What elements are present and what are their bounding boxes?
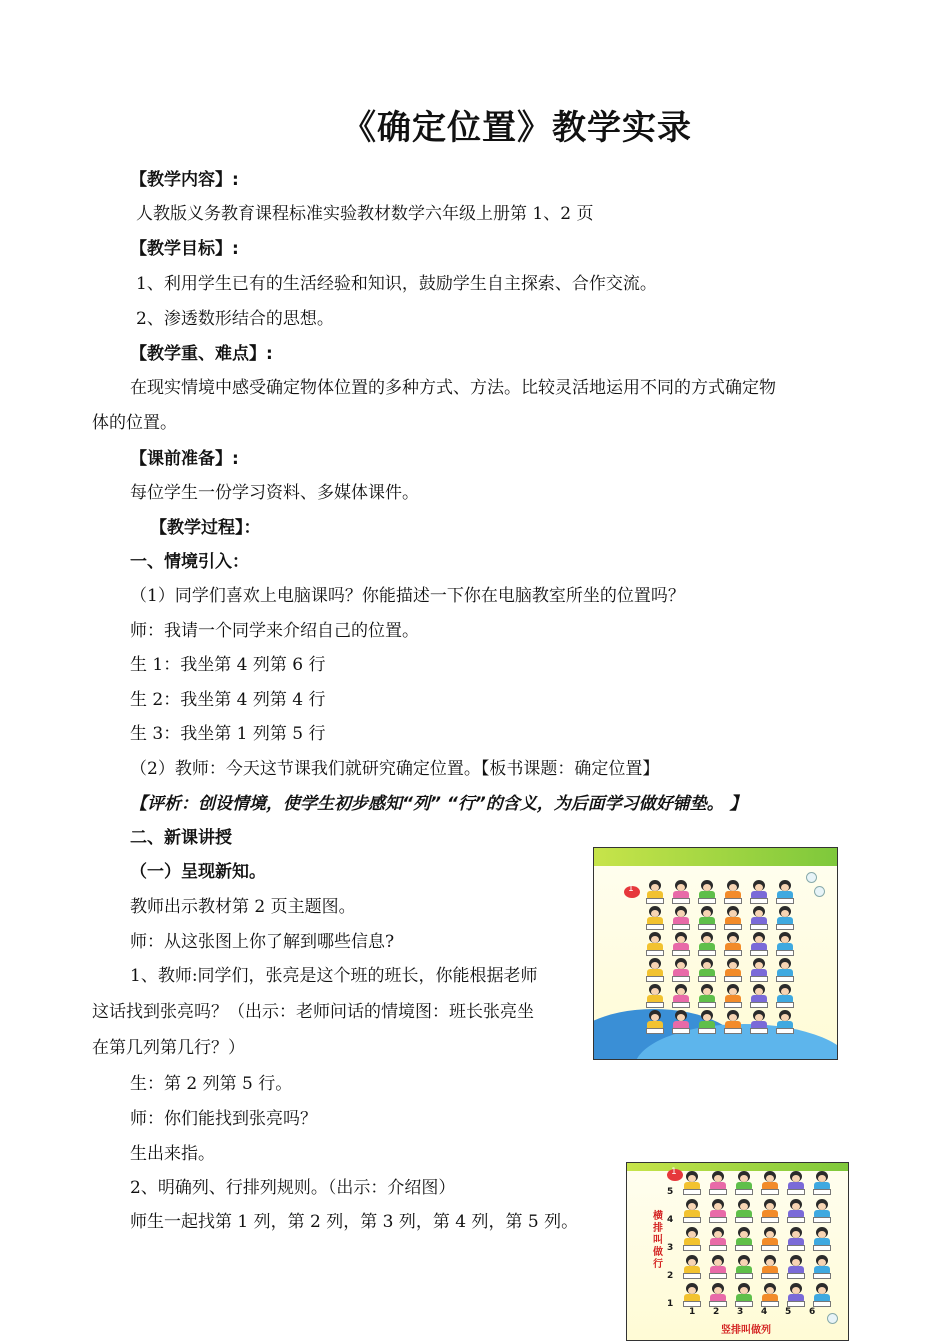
student-figure	[813, 1171, 831, 1195]
student-figure	[672, 880, 690, 904]
section-1-line-6: （2）教师：今天这节课我们就研究确定位置。【板书课题：确定位置】	[130, 759, 660, 779]
student-figure	[735, 1171, 753, 1195]
student-figure	[698, 906, 716, 930]
column-number-label: 5	[785, 1307, 792, 1317]
section-2-line-7: 师：你们能找到张亮吗？	[130, 1109, 317, 1129]
key-heading: 【教学重、难点】:	[130, 344, 273, 364]
student-figure	[646, 1010, 664, 1034]
student-figure	[813, 1199, 831, 1223]
student-figure	[813, 1227, 831, 1251]
student-figure	[787, 1171, 805, 1195]
section-1-line-3: 生 1：我坐第 4 列第 6 行	[130, 655, 326, 675]
student-figure	[683, 1227, 701, 1251]
student-figure	[709, 1199, 727, 1223]
student-figure	[724, 906, 742, 930]
student-figure	[776, 1010, 794, 1034]
row-column-intro-figure	[626, 1162, 849, 1341]
student-figure	[787, 1199, 805, 1223]
student-figure	[735, 1227, 753, 1251]
bubble-icon	[806, 872, 817, 883]
student-figure	[787, 1283, 805, 1307]
column-number-label: 2	[713, 1307, 720, 1317]
goals-heading: 【教学目标】:	[130, 239, 239, 259]
section-1-comment: 【评析：创设情境，使学生初步感知“列” “行”的含义，为后面学习做好铺垫。 】	[130, 794, 747, 814]
student-figure	[698, 984, 716, 1008]
student-figure	[724, 984, 742, 1008]
row-number-label: 4	[667, 1215, 674, 1225]
student-figure	[735, 1255, 753, 1279]
student-figure	[776, 906, 794, 930]
student-figure	[761, 1171, 779, 1195]
fish-badge-icon	[667, 1169, 683, 1181]
student-figure	[683, 1255, 701, 1279]
student-figure	[698, 1010, 716, 1034]
student-figure	[672, 906, 690, 930]
student-figure	[646, 932, 664, 956]
student-figure	[761, 1283, 779, 1307]
column-number-label: 6	[809, 1307, 816, 1317]
student-figure	[813, 1283, 831, 1307]
column-number-label: 4	[761, 1307, 768, 1317]
row-number-label: 3	[667, 1243, 674, 1253]
student-figure	[724, 932, 742, 956]
bubble-icon	[814, 886, 825, 897]
goal-2: 2、渗透数形结合的思想。	[136, 309, 334, 329]
section-2-line-2: 师：从这张图上你了解到哪些信息?	[130, 932, 395, 952]
classroom-theme-figure	[593, 847, 838, 1060]
student-figure	[646, 880, 664, 904]
student-figure	[709, 1171, 727, 1195]
student-figure	[761, 1199, 779, 1223]
section-2-line-5: 在第几列第几行？）	[92, 1038, 245, 1058]
student-figure	[672, 932, 690, 956]
student-figure	[787, 1227, 805, 1251]
process-heading: 【教学过程】：	[150, 518, 261, 538]
student-figure	[724, 1010, 742, 1034]
slide-top-band	[594, 848, 837, 866]
student-figure	[735, 1283, 753, 1307]
section-2-line-3: 1、教师:同学们，张亮是这个班的班长，你能根据老师	[130, 966, 538, 986]
student-figure	[683, 1171, 701, 1195]
section-2-line-10: 师生一起找第 1 列，第 2 列，第 3 列，第 4 列，第 5 列。	[130, 1212, 579, 1232]
student-figure	[750, 906, 768, 930]
student-figure	[813, 1255, 831, 1279]
section-1-line-4: 生 2：我坐第 4 列第 4 行	[130, 690, 326, 710]
student-figure	[761, 1255, 779, 1279]
column-caption: 竖排叫做列	[721, 1325, 771, 1336]
section-2-line-8: 生出来指。	[130, 1144, 215, 1164]
student-figure	[776, 880, 794, 904]
section-2-line-9: 2、明确列、行排列规则。（出示：介绍图）	[130, 1178, 456, 1198]
subsection-1-heading: （一）呈现新知。	[130, 862, 266, 882]
goal-1: 1、利用学生已有的生活经验和知识，鼓励学生自主探索、合作交流。	[136, 274, 657, 294]
section-1-heading: 一、情境引入：	[130, 552, 249, 572]
student-figure	[672, 1010, 690, 1034]
column-number-label: 1	[689, 1307, 696, 1317]
student-figure	[698, 958, 716, 982]
student-figure	[750, 958, 768, 982]
prep-heading: 【课前准备】:	[130, 449, 239, 469]
document-title	[0, 100, 950, 149]
section-2-line-1: 教师出示教材第 2 页主题图。	[130, 897, 356, 917]
content-heading: 【教学内容】:	[130, 170, 239, 190]
row-number-label: 2	[667, 1271, 674, 1281]
bubble-icon	[827, 1313, 838, 1324]
section-1-line-1: （1）同学们喜欢上电脑课吗？你能描述一下你在电脑教室所坐的位置吗？	[130, 586, 685, 606]
student-figure	[787, 1255, 805, 1279]
student-figure	[709, 1283, 727, 1307]
row-number-label: 5	[667, 1187, 674, 1197]
student-figure	[698, 880, 716, 904]
content-text: 人教版义务教育课程标准实验教材数学六年级上册第 1、2 页	[136, 204, 594, 224]
section-1-line-5: 生 3：我坐第 1 列第 5 行	[130, 724, 326, 744]
student-figure	[646, 984, 664, 1008]
student-figure	[750, 1010, 768, 1034]
student-figure	[761, 1227, 779, 1251]
student-figure	[776, 984, 794, 1008]
fish-badge-number: 1	[628, 884, 634, 894]
student-figure	[776, 958, 794, 982]
student-figure	[724, 880, 742, 904]
row-number-label: 1	[667, 1299, 674, 1309]
student-figure	[646, 958, 664, 982]
student-figure	[776, 932, 794, 956]
slide-top-band	[627, 1163, 848, 1171]
student-figure	[646, 906, 664, 930]
row-caption: 横排叫做行	[653, 1211, 663, 1270]
student-figure	[735, 1199, 753, 1223]
prep-text: 每位学生一份学习资料、多媒体课件。	[130, 483, 419, 503]
student-figure	[709, 1227, 727, 1251]
key-text-line-1: 在现实情境中感受确定物体位置的多种方式、方法。比较灵活地运用不同的方式确定物	[130, 378, 776, 398]
student-figure	[672, 984, 690, 1008]
fish-badge-icon	[624, 886, 640, 898]
student-figure	[672, 958, 690, 982]
student-figure	[698, 932, 716, 956]
student-figure	[683, 1283, 701, 1307]
student-figure	[750, 880, 768, 904]
section-1-line-2: 师：我请一个同学来介绍自己的位置。	[130, 621, 419, 641]
section-2-line-4: 这话找到张亮吗？（出示：老师问话的情境图：班长张亮坐	[92, 1002, 534, 1022]
section-2-heading: 二、新课讲授	[130, 828, 232, 848]
title-text: 《确定位置》教学实录	[342, 108, 692, 148]
section-2-line-6: 生：第 2 列第 5 行。	[130, 1074, 293, 1094]
key-text-line-2: 体的位置。	[92, 413, 177, 433]
student-figure	[683, 1199, 701, 1223]
student-figure	[750, 932, 768, 956]
column-number-label: 3	[737, 1307, 744, 1317]
student-figure	[750, 984, 768, 1008]
student-figure	[709, 1255, 727, 1279]
fish-badge-number: 1	[671, 1167, 677, 1177]
student-figure	[724, 958, 742, 982]
